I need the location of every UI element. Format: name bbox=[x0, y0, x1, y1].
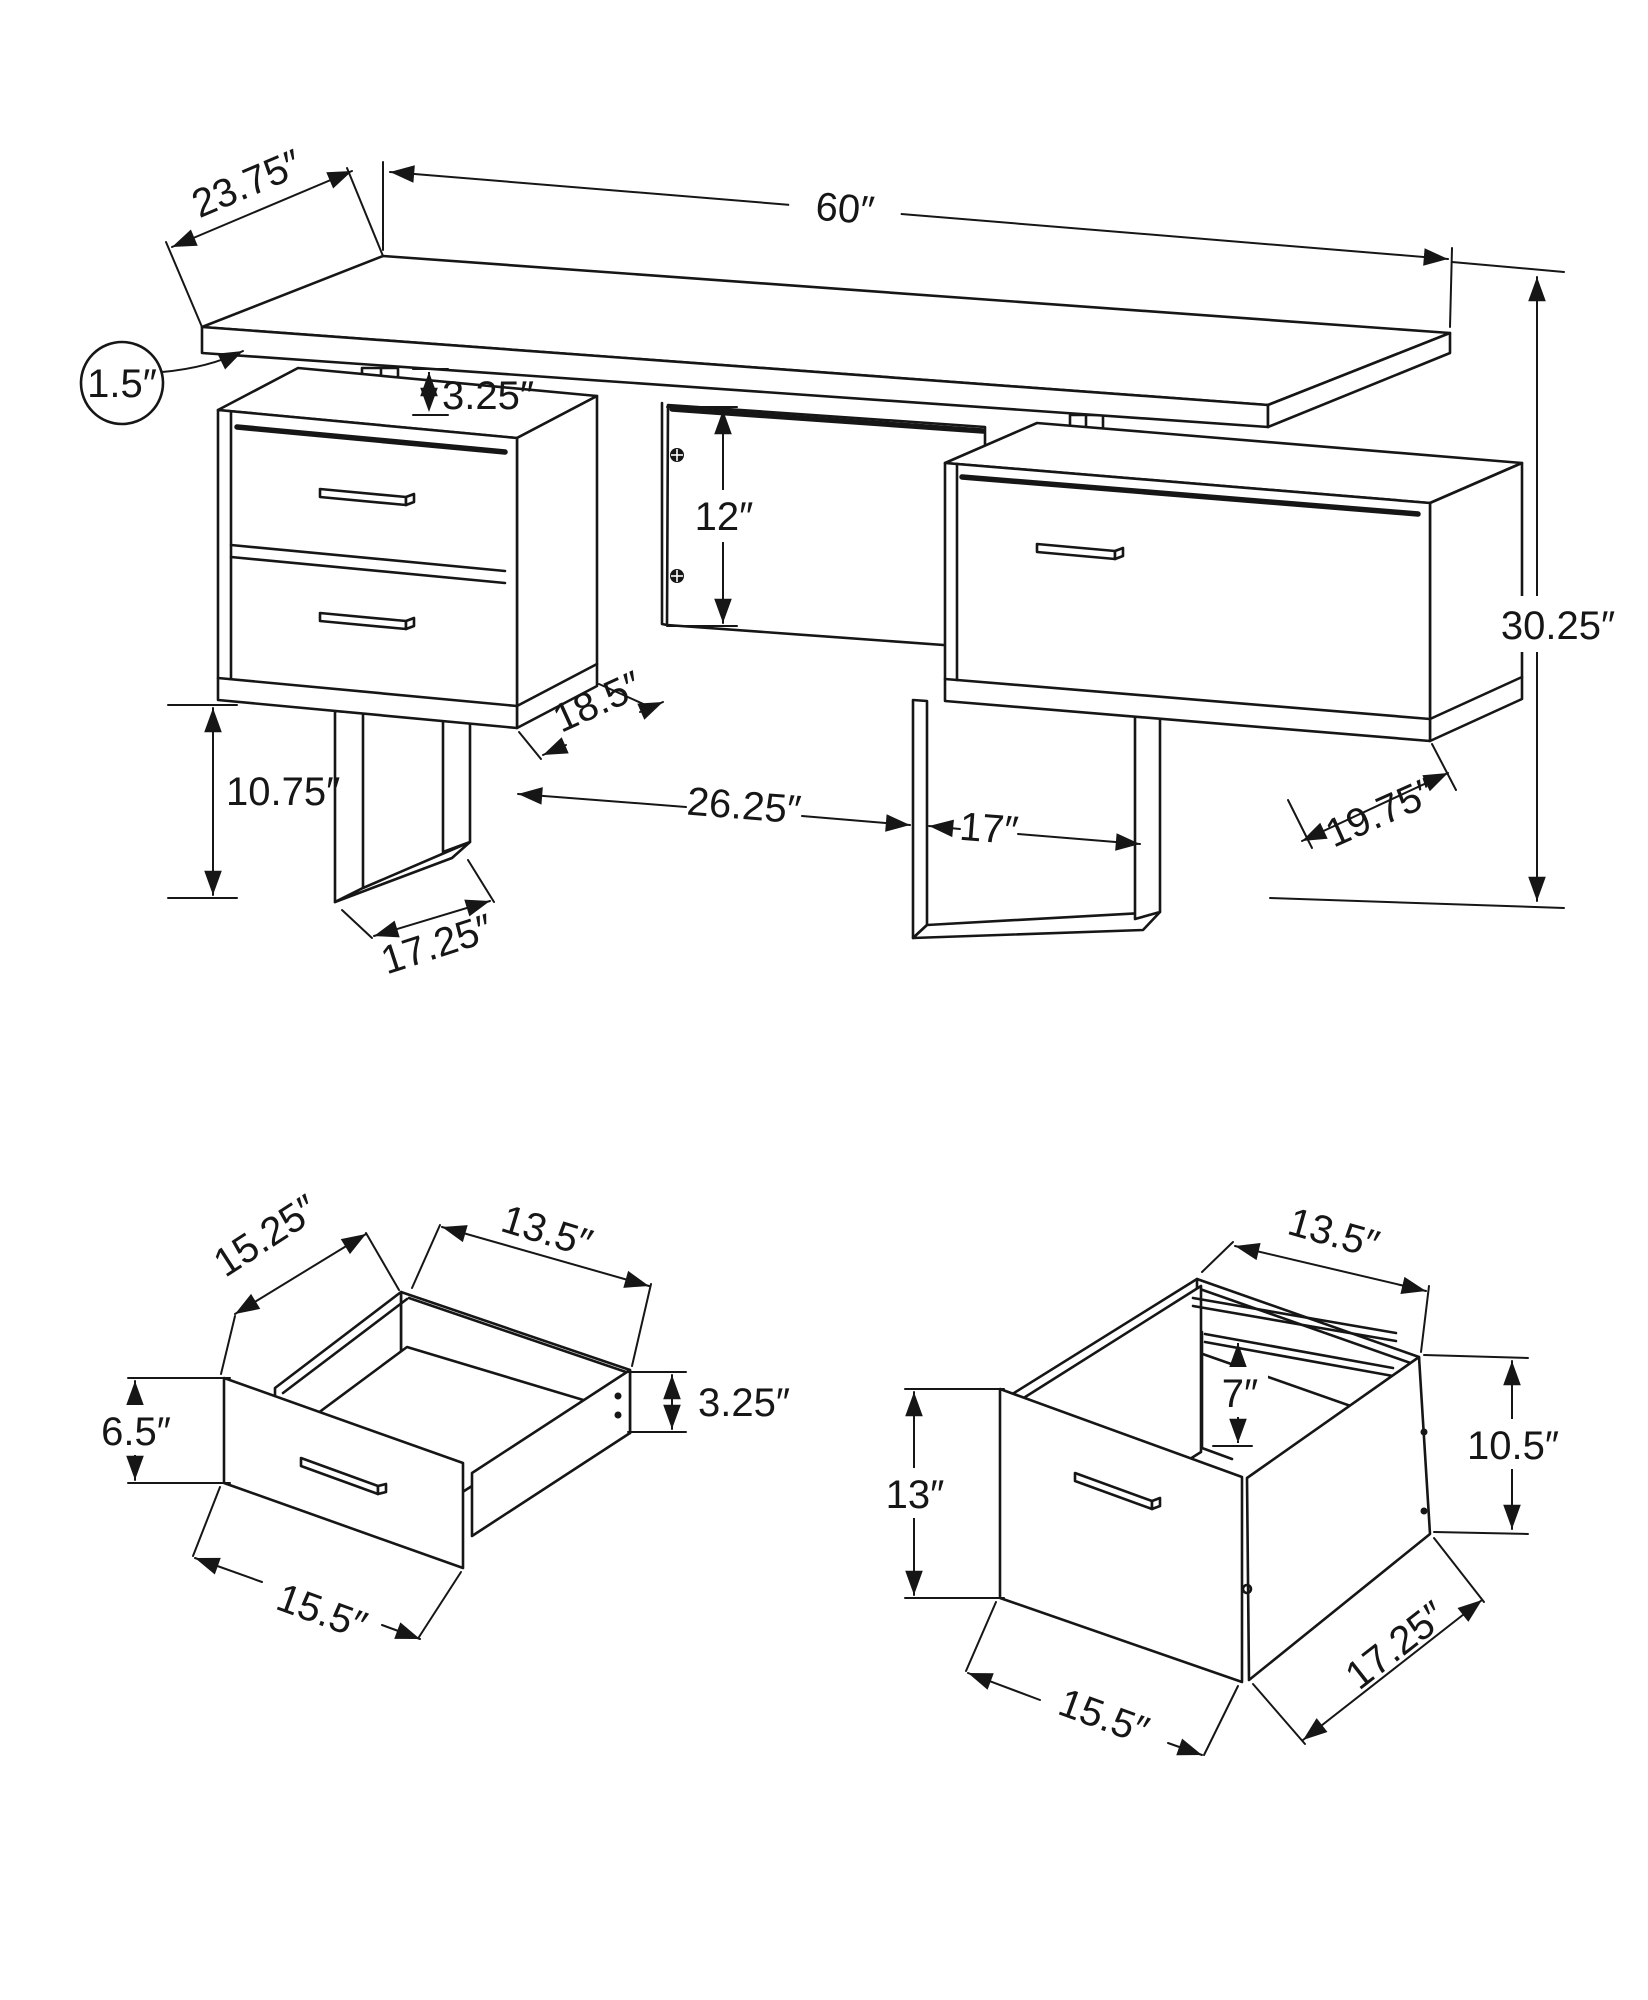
dim-small-side-height bbox=[628, 1372, 790, 1432]
screw-dot bbox=[1421, 1508, 1428, 1515]
small-drawer-box bbox=[224, 1292, 630, 1568]
screw-dot bbox=[1421, 1429, 1428, 1436]
dim-gap-height-label: 3.25″ bbox=[442, 374, 535, 418]
desk-diagram bbox=[81, 141, 1642, 983]
dim-foot-depth-label: 17.25″ bbox=[375, 906, 499, 984]
dim-leg-opening bbox=[929, 805, 1140, 853]
dim-file-side-height-label: 10.5″ bbox=[1466, 1424, 1560, 1468]
screw-icon bbox=[670, 448, 684, 462]
dim-knee-space-label: 26.25″ bbox=[685, 779, 803, 833]
dim-leg-height bbox=[168, 705, 340, 898]
dim-small-front-height-label: 6.5″ bbox=[101, 1410, 171, 1454]
file-drawer-box bbox=[1000, 1279, 1430, 1682]
dim-top-depth-label: 23.75″ bbox=[185, 141, 309, 227]
desk-right-pedestal bbox=[945, 423, 1522, 741]
dim-right-pedestal-depth-label: 19.75″ bbox=[1319, 769, 1442, 857]
screw-dot bbox=[615, 1412, 622, 1419]
file-drawer-diagram bbox=[875, 1200, 1571, 1755]
dim-file-side-height bbox=[1424, 1355, 1571, 1534]
desk-left-pedestal bbox=[218, 368, 597, 728]
dim-small-side-height-label: 3.25″ bbox=[698, 1381, 791, 1425]
dim-right-pedestal-depth bbox=[1288, 744, 1456, 856]
dim-leg-height-label: 10.75″ bbox=[226, 770, 341, 814]
dim-top-width-label: 60″ bbox=[814, 184, 876, 234]
dim-file-side-depth-label: 17.25″ bbox=[1337, 1593, 1455, 1699]
dim-foot-depth bbox=[342, 860, 498, 983]
file-drawer-front-panel bbox=[1000, 1389, 1242, 1682]
dim-file-inner-width-label: 13.5″ bbox=[1283, 1199, 1384, 1268]
dim-small-front-width-label: 15.5″ bbox=[270, 1575, 373, 1649]
dim-file-front-width-label: 15.5″ bbox=[1052, 1680, 1155, 1754]
dim-left-pedestal-depth-label: 18.5″ bbox=[546, 663, 649, 742]
dim-file-front-height-label: 13″ bbox=[885, 1473, 945, 1517]
dim-top-thickness-label: 1.5″ bbox=[87, 362, 157, 406]
dim-overall-height-label: 30.25″ bbox=[1500, 604, 1616, 648]
dim-file-front-height bbox=[875, 1389, 1004, 1598]
screw-icon bbox=[670, 569, 684, 583]
dim-small-inner-depth-label: 15.25″ bbox=[206, 1186, 326, 1286]
desk-right-leg bbox=[913, 700, 1160, 938]
screw-dot bbox=[615, 1393, 622, 1400]
dim-small-inner-width-label: 13.5″ bbox=[496, 1197, 598, 1267]
small-drawer-diagram bbox=[90, 1187, 790, 1649]
dim-file-rail-height-label: 7″ bbox=[1221, 1372, 1259, 1416]
dim-small-front-height bbox=[90, 1378, 230, 1483]
dim-knee-space bbox=[518, 780, 910, 833]
dim-back-panel-height-label: 12″ bbox=[694, 495, 754, 539]
dim-leg-opening-label: 17″ bbox=[957, 804, 1020, 854]
